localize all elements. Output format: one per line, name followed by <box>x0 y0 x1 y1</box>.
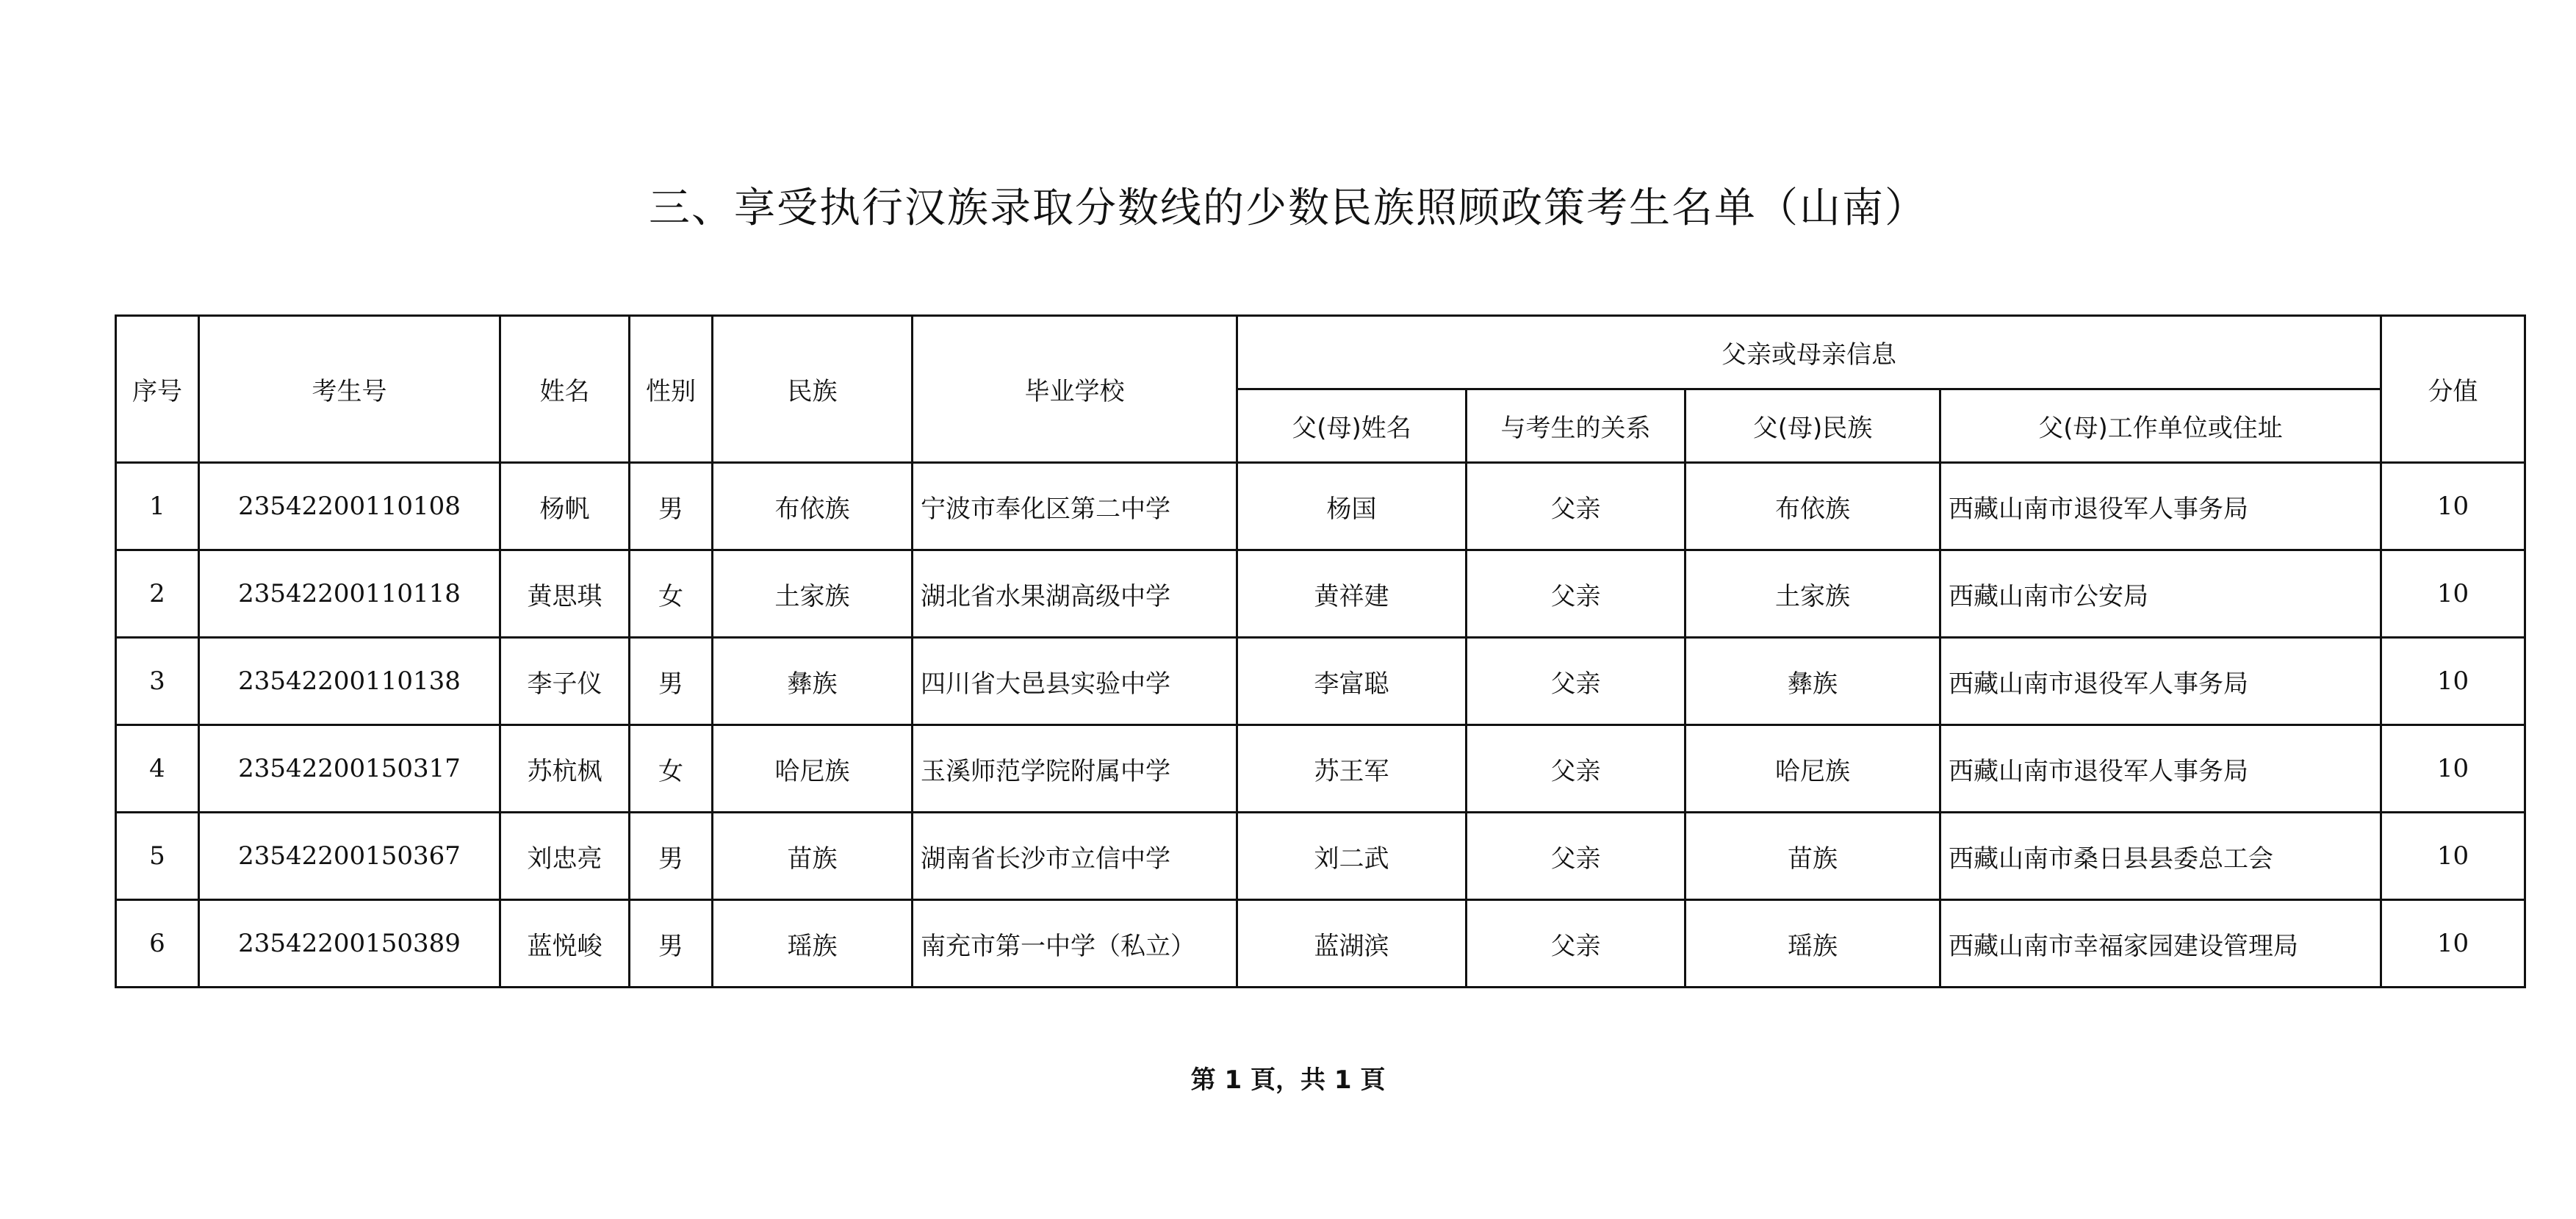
document-title: 三、享受执行汉族录取分数线的少数民族照顾政策考生名单（山南） <box>649 184 1927 232</box>
header-score: 分值 <box>2381 316 2525 463</box>
cell-index: 4 <box>116 725 199 813</box>
cell-parent-name: 黄祥建 <box>1237 550 1467 638</box>
cell-exam-number: 23542200150389 <box>199 900 500 988</box>
table-row <box>116 900 2525 988</box>
cell-parent-workplace: 西藏山南市桑日县县委总工会 <box>1940 813 2381 900</box>
cell-ethnicity: 哈尼族 <box>713 725 913 813</box>
student-roster-table <box>115 314 2526 988</box>
cell-ethnicity: 苗族 <box>713 813 913 900</box>
cell-relation: 父亲 <box>1467 550 1685 638</box>
cell-parent-name: 苏王军 <box>1237 725 1467 813</box>
cell-exam-number: 23542200110138 <box>199 638 500 725</box>
cell-relation: 父亲 <box>1467 638 1685 725</box>
header-parent-group: 父亲或母亲信息 <box>1237 316 2381 389</box>
header-row-top <box>116 316 2525 389</box>
cell-gender: 女 <box>630 725 713 813</box>
cell-school: 四川省大邑县实验中学 <box>913 638 1237 725</box>
header-exam-number: 考生号 <box>199 316 500 463</box>
cell-index: 6 <box>116 900 199 988</box>
cell-ethnicity: 土家族 <box>713 550 913 638</box>
header-gender: 性别 <box>630 316 713 463</box>
table-row <box>116 813 2525 900</box>
cell-gender: 男 <box>630 813 713 900</box>
cell-score: 10 <box>2381 463 2525 550</box>
cell-name: 苏杭枫 <box>500 725 630 813</box>
table-row <box>116 463 2525 550</box>
cell-school: 南充市第一中学（私立） <box>913 900 1237 988</box>
cell-score: 10 <box>2381 900 2525 988</box>
cell-school: 玉溪师范学院附属中学 <box>913 725 1237 813</box>
cell-gender: 男 <box>630 638 713 725</box>
cell-score: 10 <box>2381 725 2525 813</box>
cell-parent-workplace: 西藏山南市幸福家园建设管理局 <box>1940 900 2381 988</box>
cell-name: 黄思琪 <box>500 550 630 638</box>
cell-ethnicity: 瑶族 <box>713 900 913 988</box>
cell-parent-name: 蓝湖滨 <box>1237 900 1467 988</box>
header-index: 序号 <box>116 316 199 463</box>
cell-parent-ethnicity: 哈尼族 <box>1685 725 1940 813</box>
cell-score: 10 <box>2381 813 2525 900</box>
header-parent-name: 父(母)姓名 <box>1237 389 1467 463</box>
cell-relation: 父亲 <box>1467 813 1685 900</box>
cell-name: 杨帆 <box>500 463 630 550</box>
cell-name: 李子仪 <box>500 638 630 725</box>
cell-name: 蓝悦峻 <box>500 900 630 988</box>
cell-parent-workplace: 西藏山南市退役军人事务局 <box>1940 463 2381 550</box>
cell-relation: 父亲 <box>1467 900 1685 988</box>
cell-index: 2 <box>116 550 199 638</box>
cell-parent-workplace: 西藏山南市退役军人事务局 <box>1940 638 2381 725</box>
cell-parent-name: 杨国 <box>1237 463 1467 550</box>
table-row <box>116 725 2525 813</box>
header-relation: 与考生的关系 <box>1467 389 1685 463</box>
cell-index: 1 <box>116 463 199 550</box>
cell-parent-workplace: 西藏山南市退役军人事务局 <box>1940 725 2381 813</box>
cell-parent-ethnicity: 布依族 <box>1685 463 1940 550</box>
cell-exam-number: 23542200150317 <box>199 725 500 813</box>
cell-school: 湖北省水果湖高级中学 <box>913 550 1237 638</box>
header-parent-workplace: 父(母)工作单位或住址 <box>1940 389 2381 463</box>
cell-name: 刘忠亮 <box>500 813 630 900</box>
table-row <box>116 550 2525 638</box>
cell-score: 10 <box>2381 638 2525 725</box>
cell-parent-ethnicity: 土家族 <box>1685 550 1940 638</box>
cell-parent-workplace: 西藏山南市公安局 <box>1940 550 2381 638</box>
cell-school: 湖南省长沙市立信中学 <box>913 813 1237 900</box>
cell-parent-name: 刘二武 <box>1237 813 1467 900</box>
header-name: 姓名 <box>500 316 630 463</box>
table-row <box>116 638 2525 725</box>
cell-score: 10 <box>2381 550 2525 638</box>
header-ethnicity: 民族 <box>713 316 913 463</box>
cell-parent-ethnicity: 瑶族 <box>1685 900 1940 988</box>
cell-exam-number: 23542200110108 <box>199 463 500 550</box>
cell-relation: 父亲 <box>1467 463 1685 550</box>
header-parent-ethnicity: 父(母)民族 <box>1685 389 1940 463</box>
cell-relation: 父亲 <box>1467 725 1685 813</box>
cell-school: 宁波市奉化区第二中学 <box>913 463 1237 550</box>
page-number-footer: 第 1 頁，共 1 頁 <box>1190 1065 1386 1095</box>
cell-parent-ethnicity: 彝族 <box>1685 638 1940 725</box>
header-school: 毕业学校 <box>913 316 1237 463</box>
cell-parent-name: 李富聪 <box>1237 638 1467 725</box>
cell-exam-number: 23542200150367 <box>199 813 500 900</box>
cell-index: 5 <box>116 813 199 900</box>
cell-gender: 女 <box>630 550 713 638</box>
cell-ethnicity: 布依族 <box>713 463 913 550</box>
cell-gender: 男 <box>630 463 713 550</box>
cell-parent-ethnicity: 苗族 <box>1685 813 1940 900</box>
cell-gender: 男 <box>630 900 713 988</box>
cell-ethnicity: 彝族 <box>713 638 913 725</box>
cell-index: 3 <box>116 638 199 725</box>
cell-exam-number: 23542200110118 <box>199 550 500 638</box>
